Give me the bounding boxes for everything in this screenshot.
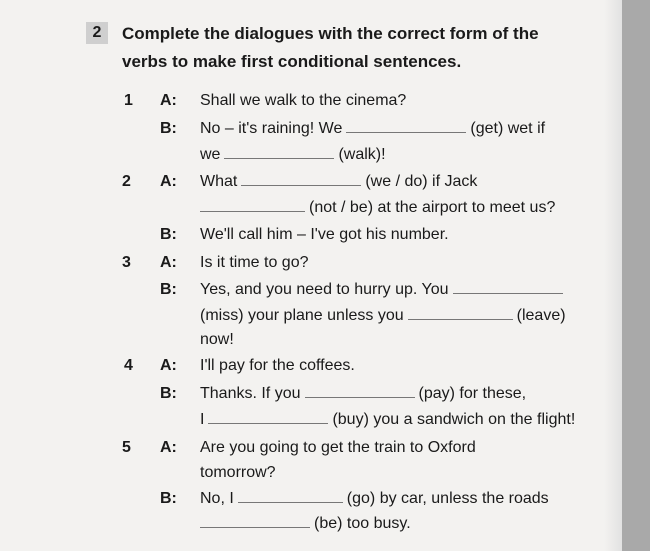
dialogue-4-a-text: I'll pay for the coffees. — [200, 357, 355, 374]
dialogue-4-b-label: B: — [160, 385, 177, 402]
answer-blank-1a[interactable] — [346, 131, 466, 133]
page-edge-shadow — [604, 0, 622, 551]
instructions-line-1: Complete the dialogues with the correct form of the — [122, 24, 539, 43]
answer-blank-2a[interactable] — [241, 184, 361, 186]
dialogue-1-b-label: B: — [160, 120, 177, 137]
answer-blank-3b[interactable] — [408, 318, 513, 320]
dialogue-2-a-line-1-verb: (we / do) if Jack — [365, 173, 478, 190]
dialogue-2-a-line-1 — [200, 173, 477, 191]
page-margin-bar — [622, 0, 650, 551]
dialogue-3-b-line-1 — [200, 281, 567, 299]
dialogue-2-a-line-2 — [200, 199, 555, 217]
dialogue-4-number: 4 — [124, 357, 133, 374]
dialogue-1-b-line-1 — [200, 120, 545, 138]
dialogue-3-b-line-1-text: Yes, and you need to hurry up. You — [200, 281, 449, 298]
answer-blank-2b[interactable] — [200, 210, 305, 212]
dialogue-5-a-line-1: Are you going to get the train to Oxford — [200, 439, 476, 456]
instructions-line-2: verbs to make first conditional sentences. — [122, 52, 462, 71]
dialogue-5-number: 5 — [122, 439, 131, 456]
dialogue-5-b-line-1 — [200, 490, 549, 508]
exercise-number: 2 — [86, 22, 108, 44]
dialogue-1-b-line-2-text: we — [200, 146, 221, 163]
dialogue-4-b-line-2-text: I — [200, 411, 205, 428]
dialogue-1-b-line-1-text: No – it's raining! We — [200, 120, 343, 137]
dialogue-2-number: 2 — [122, 173, 131, 190]
answer-blank-1b[interactable] — [224, 157, 334, 159]
dialogue-5-b-line-2 — [200, 515, 411, 533]
dialogue-2-b-text: We'll call him – I've got his number. — [200, 226, 449, 243]
dialogue-3-a-label: A: — [160, 254, 177, 271]
answer-blank-4a[interactable] — [305, 396, 415, 398]
dialogue-1-number: 1 — [124, 92, 133, 109]
dialogue-5-b-line-1-text: No, I — [200, 490, 234, 507]
dialogue-5-b-line-2-verb: (be) too busy. — [314, 515, 411, 532]
dialogue-5-a-line-2: tomorrow? — [200, 464, 276, 481]
dialogue-2-a-line-1-text: What — [200, 173, 238, 190]
dialogue-1-b-line-1-verb: (get) wet if — [470, 120, 546, 137]
dialogue-4-b-line-2 — [200, 411, 575, 429]
dialogue-4-a-label: A: — [160, 357, 177, 374]
dialogue-3-b-line-3: now! — [200, 331, 234, 348]
dialogue-5-b-label: B: — [160, 490, 177, 507]
dialogue-4-b-line-1 — [200, 385, 526, 403]
dialogue-3-b-line-2-verb: (leave) — [516, 307, 566, 324]
dialogue-4-b-line-1-text: Thanks. If you — [200, 385, 301, 402]
dialogue-2-a-line-2-verb: (not / be) at the airport to meet us? — [309, 199, 556, 216]
dialogue-4-b-line-2-verb: (buy) you a sandwich on the flight! — [332, 411, 576, 428]
dialogue-3-b-line-2 — [200, 307, 566, 325]
dialogue-1-a-label: A: — [160, 92, 177, 109]
answer-blank-5b[interactable] — [200, 526, 310, 528]
dialogue-3-number: 3 — [122, 254, 131, 271]
dialogue-3-b-label: B: — [160, 281, 177, 298]
dialogue-1-b-line-2-verb: (walk)! — [338, 146, 386, 163]
dialogue-1-b-line-2 — [200, 146, 386, 164]
dialogue-2-a-label: A: — [160, 173, 177, 190]
dialogue-1-a-text: Shall we walk to the cinema? — [200, 92, 407, 109]
dialogue-3-a-text: Is it time to go? — [200, 254, 309, 271]
dialogue-4-b-line-1-verb: (pay) for these, — [418, 385, 527, 402]
answer-blank-4b[interactable] — [208, 422, 328, 424]
answer-blank-3a[interactable] — [453, 292, 563, 294]
answer-blank-5a[interactable] — [238, 501, 343, 503]
dialogue-2-b-label: B: — [160, 226, 177, 243]
dialogue-5-b-line-1-verb: (go) by car, unless the roads — [346, 490, 549, 507]
dialogue-3-b-line-2-text: (miss) your plane unless you — [200, 307, 404, 324]
dialogue-5-a-label: A: — [160, 439, 177, 456]
